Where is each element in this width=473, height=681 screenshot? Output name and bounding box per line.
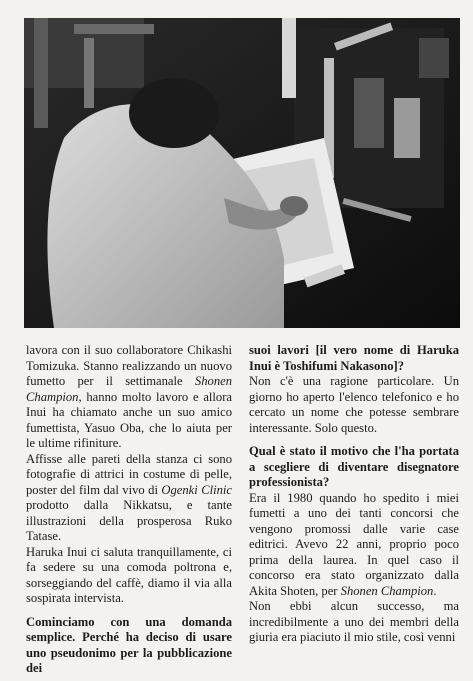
left-column xyxy=(26,343,232,677)
question-1: Cominciamo con una domanda semplice. Perché ha deciso di usare uno pseudonimo per la pubblicazione dei xyxy=(26,614,232,675)
paragraph-text: , hanno molto lavoro e allora Inui ha chiamato anche un suo amico fumettista, Yasuo Oba, che lo aiuta per le ultime rifiniture. xyxy=(26,389,232,450)
paragraph-intro xyxy=(26,343,232,452)
paragraph-text: Era il 1980 quando ho spedito i miei fumetti a uno dei tanti concorsi che vengono promossi dalle varie case editrici. Avevo 22 anni, proprio poco prima della laurea. In quel caso il concorso era stato organizzato dalla Akita Shoten, per xyxy=(249,490,459,598)
film-title: Ogenki Clinic xyxy=(161,482,232,497)
paragraph-text: . xyxy=(433,583,437,598)
answer-1: Non c'è una ragione particolare. Un giorno ho aperto l'elenco telefonico e ho cercato un nome che potesse sembrare interessante. Solo questo. xyxy=(249,374,459,435)
answer-3: Non ebbi alcun successo, ma incredibilmente a uno dei membri della giuria era piaciuto il mio stile, così venni xyxy=(249,599,459,644)
photo-image xyxy=(24,18,460,328)
question-1-continued: suoi lavori [il vero nome di Haruka Inui è Toshifumi Nakasono]? xyxy=(249,343,459,373)
question-2: Qual è stato il motivo che l'ha portata a scegliere di diventare disegnatore professionista? xyxy=(249,444,459,489)
paragraph-text: lavora con il suo collaboratore Chikashi Tomizuka. Stanno realizzando un nuovo fumetto per il settimanale xyxy=(26,343,232,388)
paragraph-text: prodotto dalla Nikkatsu, e tante illustrazioni della prosperosa Ruko Tatase. xyxy=(26,498,232,543)
paragraph-walls xyxy=(26,452,232,545)
photo-artist-at-desk xyxy=(24,18,460,328)
right-column xyxy=(249,343,459,646)
magazine-title: Shonen Champion xyxy=(26,374,232,404)
answer-2 xyxy=(249,491,459,600)
paragraph-text: Affisse alle pareti della stanza ci sono fotografie di attrici in costume di pelle, poster del film dal vivo di xyxy=(26,451,232,497)
paragraph-greeting: Haruka Inui ci saluta tranquillamente, ci fa sedere su una comoda poltrona e, sorseggiando del caffè, diamo il via alla sospirata intervista. xyxy=(26,544,232,605)
magazine-title: Shonen Champion xyxy=(340,583,434,598)
